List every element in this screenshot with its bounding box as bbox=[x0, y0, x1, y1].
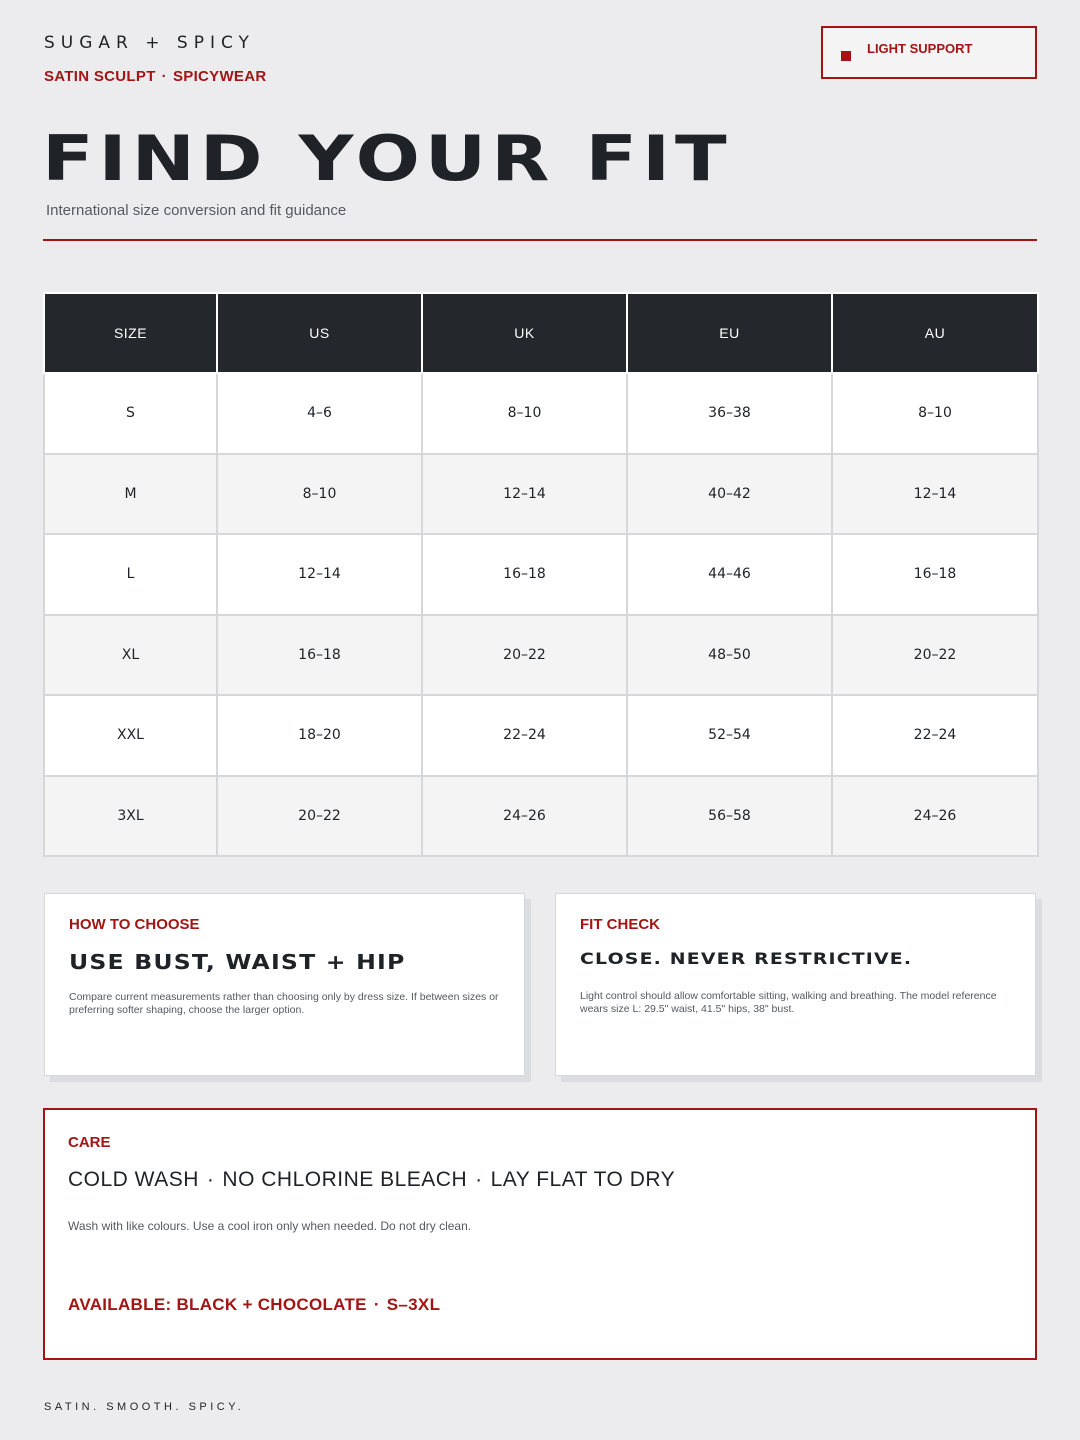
table-row bbox=[44, 454, 1038, 535]
collection-name: SATIN SCULPT bbox=[44, 68, 156, 85]
availability bbox=[68, 1295, 1012, 1315]
table-cell: 24–26 bbox=[832, 776, 1038, 857]
table-cell: 12–14 bbox=[832, 454, 1038, 535]
care-item: LAY FLAT TO DRY bbox=[490, 1168, 676, 1191]
availability-sizes: S–3XL bbox=[386, 1295, 441, 1314]
table-row bbox=[44, 695, 1038, 776]
size-conversion-table bbox=[43, 292, 1039, 857]
table-cell: 20–22 bbox=[832, 615, 1038, 696]
table-row bbox=[44, 776, 1038, 857]
table-cell: XL bbox=[44, 615, 217, 696]
table-cell: L bbox=[44, 534, 217, 615]
separator-dot: · bbox=[373, 1295, 380, 1314]
table-cell: 52–54 bbox=[627, 695, 832, 776]
support-badge-label: LIGHT SUPPORT bbox=[867, 41, 973, 56]
table-cell: 16–18 bbox=[422, 534, 627, 615]
page-title: FIND YOUR FIT bbox=[42, 122, 732, 195]
table-cell: 24–26 bbox=[422, 776, 627, 857]
card-heading: CLOSE. NEVER RESTRICTIVE. bbox=[580, 949, 913, 968]
care-note: Wash with like colours. Use a cool iron only when needed. Do not dry clean. bbox=[68, 1219, 472, 1233]
separator-dot: · bbox=[475, 1168, 483, 1191]
how-to-choose-card bbox=[44, 893, 525, 1076]
table-cell: 56–58 bbox=[627, 776, 832, 857]
column-header: AU bbox=[832, 293, 1038, 373]
table-cell: 8–10 bbox=[422, 373, 627, 454]
care-instructions bbox=[68, 1168, 1012, 1192]
column-header: US bbox=[217, 293, 422, 373]
brand-name: SUGAR + SPICY bbox=[44, 33, 255, 53]
table-cell: 22–24 bbox=[422, 695, 627, 776]
table-cell: 44–46 bbox=[627, 534, 832, 615]
table-cell: 12–14 bbox=[217, 534, 422, 615]
table-cell: 3XL bbox=[44, 776, 217, 857]
care-item: COLD WASH bbox=[68, 1168, 199, 1191]
table-cell: 20–22 bbox=[217, 776, 422, 857]
table-cell: 18–20 bbox=[217, 695, 422, 776]
column-header: SIZE bbox=[44, 293, 217, 373]
table-cell: 8–10 bbox=[832, 373, 1038, 454]
card-body: Light control should allow comfortable sitting, walking and breathing. The model reference wears size L: 29.5" waist, 41.5" hips, 38" bust. bbox=[580, 990, 997, 1015]
support-badge bbox=[821, 26, 1037, 79]
table-cell: 8–10 bbox=[217, 454, 422, 535]
table-cell: 4–6 bbox=[217, 373, 422, 454]
footer-tagline: SATIN. SMOOTH. SPICY. bbox=[44, 1401, 245, 1413]
availability-colors: AVAILABLE: BLACK + CHOCOLATE bbox=[68, 1295, 367, 1314]
divider bbox=[43, 239, 1037, 241]
column-header: UK bbox=[422, 293, 627, 373]
table-row bbox=[44, 615, 1038, 696]
care-item: NO CHLORINE BLEACH bbox=[222, 1168, 468, 1191]
card-eyebrow: FIT CHECK bbox=[580, 916, 660, 933]
product-line: SPICYWEAR bbox=[172, 68, 267, 85]
card-heading: USE BUST, WAIST + HIP bbox=[69, 950, 406, 974]
square-icon bbox=[841, 51, 851, 61]
separator-dot: · bbox=[206, 1168, 215, 1191]
table-cell: 16–18 bbox=[832, 534, 1038, 615]
table-cell: 22–24 bbox=[832, 695, 1038, 776]
separator-dot: · bbox=[161, 68, 167, 85]
care-eyebrow: CARE bbox=[68, 1134, 111, 1151]
table-cell: 48–50 bbox=[627, 615, 832, 696]
table-row bbox=[44, 373, 1038, 454]
care-panel bbox=[43, 1108, 1037, 1360]
table-cell: 16–18 bbox=[217, 615, 422, 696]
table-cell: 20–22 bbox=[422, 615, 627, 696]
page-subtitle: International size conversion and fit guidance bbox=[46, 202, 347, 219]
table-cell: S bbox=[44, 373, 217, 454]
table-cell: M bbox=[44, 454, 217, 535]
table-cell: 12–14 bbox=[422, 454, 627, 535]
table-row bbox=[44, 534, 1038, 615]
column-header: EU bbox=[627, 293, 832, 373]
card-eyebrow: HOW TO CHOOSE bbox=[69, 916, 200, 933]
table-cell: 36–38 bbox=[627, 373, 832, 454]
fit-check-card bbox=[555, 893, 1036, 1076]
card-body: Compare current measurements rather than choosing only by dress size. If between sizes or preferring softer shaping, choose the larger option. bbox=[69, 991, 499, 1016]
table-cell: 40–42 bbox=[627, 454, 832, 535]
table-cell: XXL bbox=[44, 695, 217, 776]
table-header-row bbox=[44, 293, 1038, 373]
collection-line bbox=[44, 68, 267, 85]
